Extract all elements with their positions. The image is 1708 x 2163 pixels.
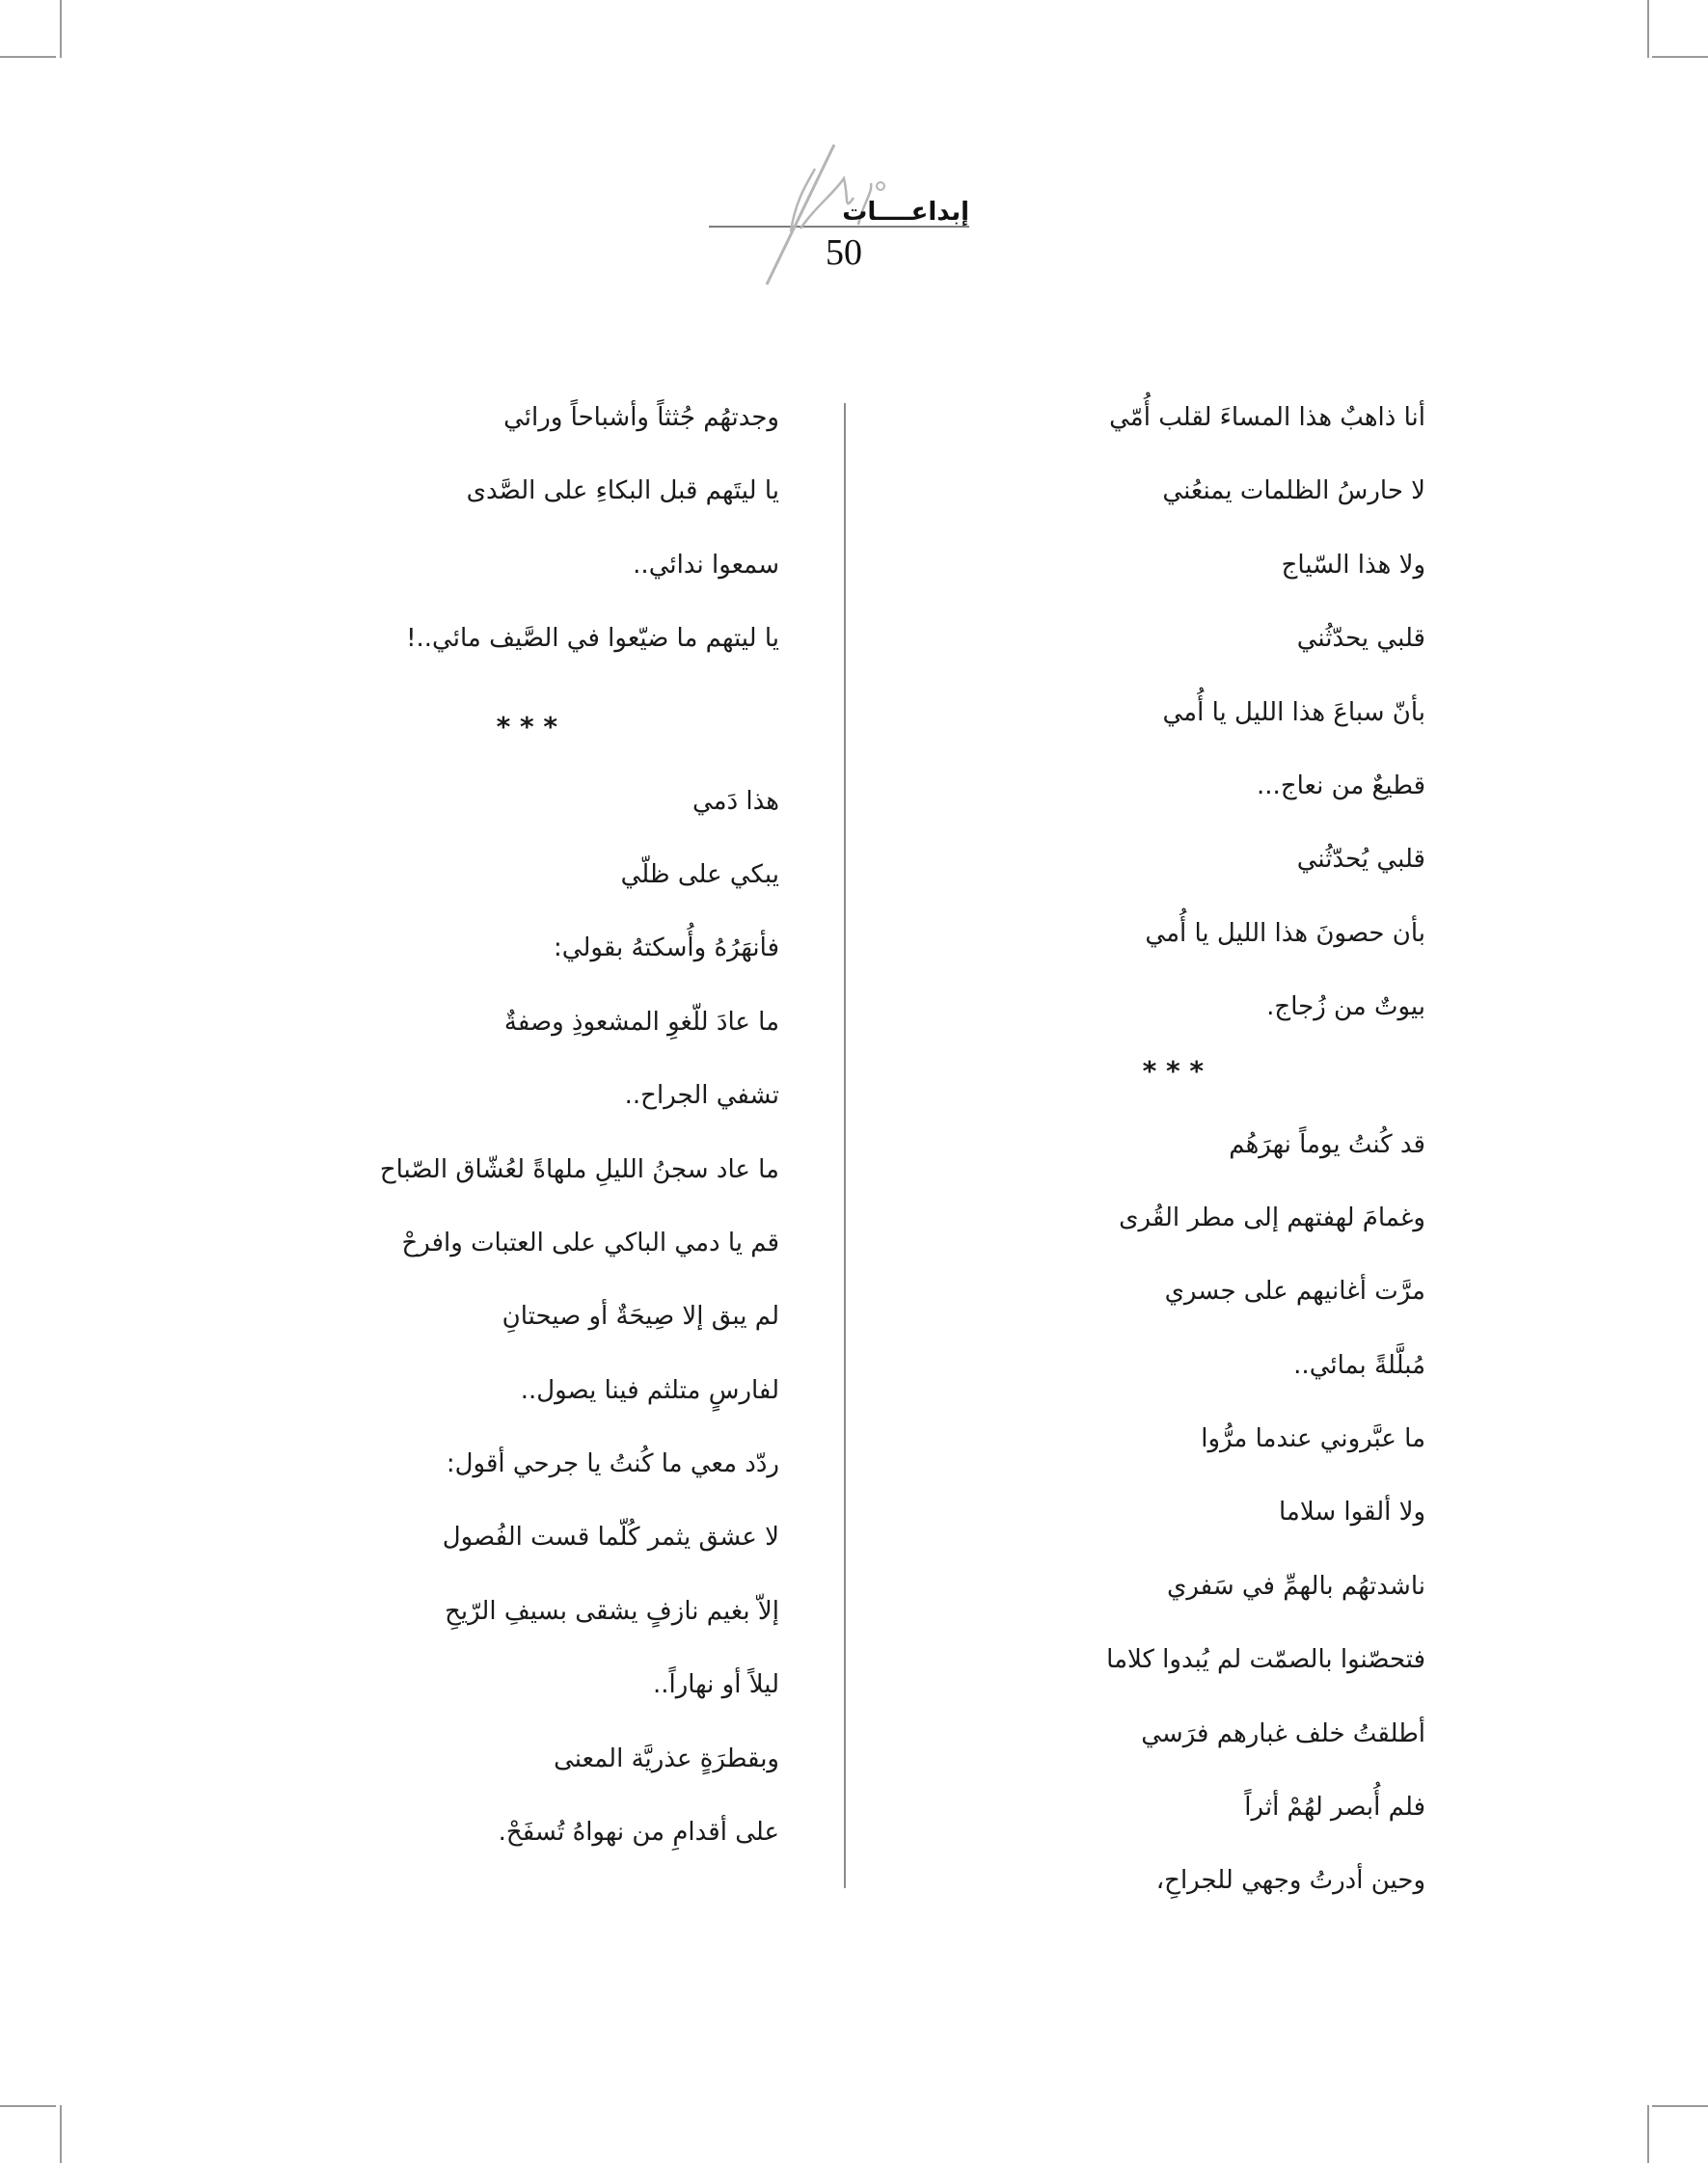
- poem-line: ناشدتهُم بالهمِّ في سَفري: [1166, 1571, 1425, 1601]
- poem-line: ما عادَ للّغوِ المشعوذِ وصفةٌ: [503, 1007, 779, 1037]
- crop-mark: [1647, 0, 1649, 58]
- poem-line: مُبلَّلةً بمائي..: [1293, 1350, 1425, 1380]
- poem-line: ولا هذا السّياج: [1281, 550, 1425, 580]
- poem-line: أنا ذاهبٌ هذا المساءَ لقلب أُمّي: [1109, 403, 1425, 432]
- stanza-separator: * * *: [496, 710, 557, 743]
- poem-line: لفارسٍ متلثم فينا يصول..: [520, 1375, 779, 1405]
- poem-line: بيوتٌ من زُجاج.: [1266, 992, 1425, 1022]
- poem-line: فلم أُبصر لهُمْ أثراً: [1244, 1793, 1425, 1823]
- poem-line: ردّد معي ما كُنتُ يا جرحي أقول:: [446, 1449, 779, 1479]
- poem-line: فتحصّنوا بالصمّت لم يُبدوا كلاما: [1106, 1645, 1425, 1675]
- poem-line: على أقدامِ من نهواهُ تُسفَحْ.: [498, 1818, 779, 1848]
- poem-line: هذا دَمي: [691, 786, 779, 816]
- poem-line: ما عاد سجنُ الليلِ ملهاةً لعُشّاق الصّباح: [379, 1154, 779, 1184]
- poem-line: قم يا دمي الباكي على العتبات وافرحْ: [401, 1228, 779, 1257]
- poem-line: قد كُنتُ يوماً نهرَهُم: [1229, 1129, 1425, 1159]
- poem-line: ليلاً أو نهاراً..: [652, 1670, 779, 1700]
- page-number: 50: [826, 232, 862, 273]
- poem-line: وغمامَ لهفتهم إلى مطر القُرى: [1119, 1203, 1425, 1232]
- stanza-separator: * * *: [1142, 1054, 1204, 1087]
- poem-line: يا ليتهم ما ضيّعوا في الصَّيف مائي..!: [406, 624, 779, 654]
- crop-mark: [1647, 2105, 1649, 2163]
- poem-line: سمعوا ندائي..: [633, 550, 779, 580]
- poem-column-left: [201, 393, 779, 1881]
- poem-line: تشفي الجراح..: [624, 1081, 779, 1111]
- crop-mark: [1652, 56, 1708, 58]
- poem-line: فأنهَرُهُ وأُسكتهُ بقولي:: [554, 933, 779, 963]
- poem-line: أطلقتُ خلف غبارهم فرَسي: [1141, 1718, 1425, 1748]
- poem-line: مرَّت أغانيهم على جسري: [1164, 1277, 1425, 1307]
- poem-line: لا عشق يثمر كُلّما قست الفُصول: [442, 1523, 779, 1553]
- poem-line: قلبي يحدّثُني: [1296, 624, 1425, 654]
- crop-mark: [1652, 2105, 1708, 2107]
- poem-line: يا ليتَهم قبل البكاءِ على الصَّدى: [466, 476, 779, 506]
- column-divider: [844, 403, 846, 1888]
- poem-line: لم يبق إلا صِيحَةٌ أو صيحتانِ: [502, 1302, 779, 1332]
- poem-line: قطيعٌ من نعاج...: [1257, 771, 1425, 800]
- crop-mark: [0, 56, 56, 58]
- poem-column-right: [905, 393, 1425, 1931]
- poem-line: وحين أدرتُ وجهي للجراحِ،: [1155, 1866, 1425, 1896]
- crop-mark: [60, 2105, 62, 2163]
- poem-line: إلاّ بغيم نازفٍ يشقى بسيفِ الرّيحِ: [445, 1596, 779, 1626]
- poem-line: لا حارسُ الظلمات يمنعُني: [1162, 476, 1425, 506]
- poem-line: وبقطرَةٍ عذريَّة المعنى: [554, 1744, 779, 1773]
- poem-line: بأن حصونَ هذا الليل يا أُمي: [1145, 918, 1425, 948]
- crop-mark: [0, 2105, 56, 2107]
- poem-line: ولا ألقوا سلاما: [1278, 1498, 1425, 1528]
- poem-line: ما عبَّروني عندما مرُّوا: [1201, 1424, 1425, 1454]
- crop-mark: [60, 0, 62, 58]
- poem-line: يبكي على ظلّي: [620, 859, 779, 889]
- poem-line: قلبي يُحدّثُني: [1296, 845, 1425, 875]
- poem-line: بأنّ سباعَ هذا الليل يا أُمي: [1162, 697, 1425, 727]
- poem-line: وجدتهُم جُثثاً وأشباحاً ورائي: [503, 403, 779, 432]
- section-label: إبداعــــات: [842, 198, 969, 227]
